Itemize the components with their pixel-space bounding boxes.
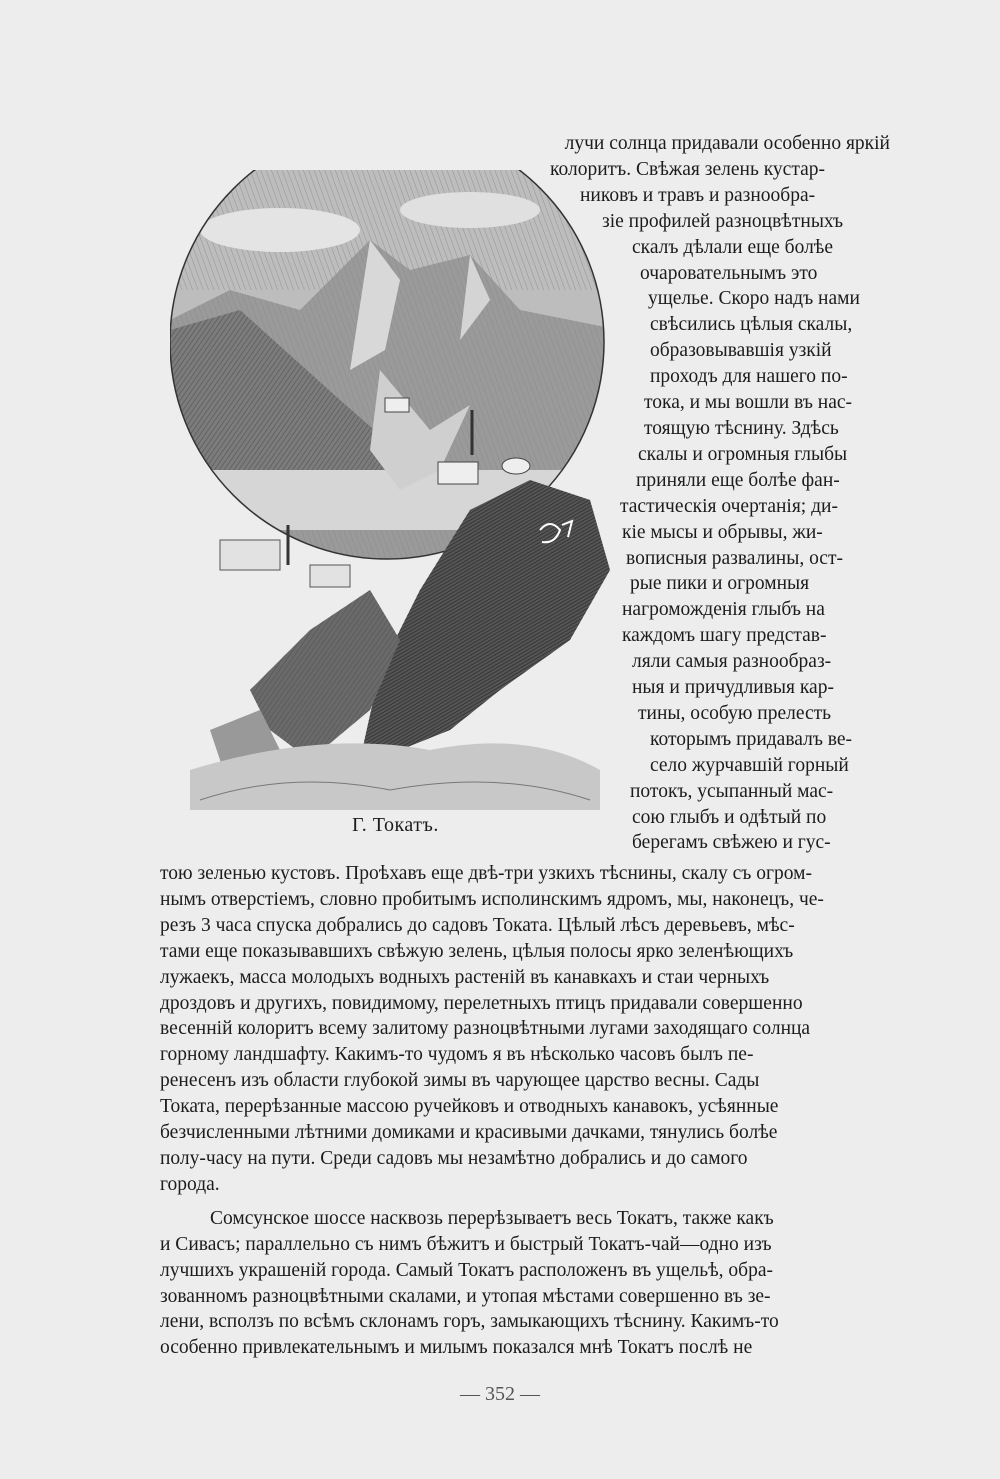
text-line: зованномъ разноцвѣтными скалами, и утопая мѣстами совершенно въ зе- <box>160 1285 771 1307</box>
text-line: скалы и огромныя глыбы <box>638 443 848 465</box>
text-line: лучшихъ украшеній города. Самый Токатъ расположенъ въ ущельѣ, обра- <box>160 1259 773 1281</box>
text-line: скалъ дѣлали еще болѣе <box>632 236 834 258</box>
text-line: тами еще показывавшихъ свѣжую зелень, цѣлыя полосы ярко зеленѣющихъ <box>160 940 794 962</box>
text-line: тастическія очертанія; ди- <box>620 495 838 517</box>
text-line: лужаекъ, масса молодыхъ водныхъ растеній въ канавкахъ и стаи черныхъ <box>160 966 770 988</box>
text-line: ныя и причудливыя кар- <box>632 677 834 699</box>
text-line: колоритъ. Свѣжая зелень кустар- <box>550 158 825 180</box>
text-line: нымъ отверстіемъ, словно пробитымъ исполинскимъ ядромъ, мы, наконецъ, че- <box>160 888 824 910</box>
text-line: безчисленными лѣтними домиками и красивыми дачками, тянулись болѣе <box>160 1122 778 1144</box>
text-line: города. <box>160 1173 220 1195</box>
text-line: тины, особую прелесть <box>638 702 832 724</box>
text-line: вописныя развалины, ост- <box>626 547 843 569</box>
text-line: потокъ, усыпанный мас- <box>630 780 834 802</box>
text-line: тою зеленью кустовъ. Проѣхавъ еще двѣ-три узкихъ тѣснины, скалу съ огром- <box>160 863 812 884</box>
text-line: никовъ и травъ и разнообра- <box>580 184 816 206</box>
text-line: каждомъ шагу представ- <box>622 625 827 647</box>
text-line: лени, всползъ по всѣмъ склонамъ горъ, замыкающихъ тѣснину. Какимъ-то <box>160 1311 779 1333</box>
page-number: — 352 — <box>460 1383 540 1405</box>
text-line: горному ландшафту. Какимъ-то чудомъ я въ нѣсколько часовъ былъ пе- <box>160 1044 754 1066</box>
text-line: приняли еще болѣе фан- <box>636 469 840 491</box>
text-line: ренесенъ изъ области глубокой зимы въ чарующее царство весны. Сады <box>160 1070 760 1092</box>
text-line: Токата, перерѣзанные массою ручейковъ и отводныхъ канавокъ, усѣянные <box>160 1096 779 1118</box>
text-line: которымъ придавалъ ве- <box>650 728 853 750</box>
text-line: зіе профилей разноцвѣтныхъ <box>602 210 844 232</box>
text-line: рые пики и огромныя <box>630 573 810 595</box>
text-line: ущелье. Скоро надъ нами <box>648 288 860 310</box>
text-line: резъ 3 часа спуска добрались до садовъ Токата. Цѣлый лѣсъ деревьевъ, мѣс- <box>160 914 795 936</box>
text-line: очаровательнымъ это <box>640 262 818 284</box>
illustration-caption: Г. Токатъ. <box>352 814 439 836</box>
text-line: нагроможденія глыбъ на <box>622 599 825 621</box>
text-line: тока, и мы вошли въ нас- <box>644 392 853 414</box>
text-line: тоящую тѣснину. Здѣсь <box>644 417 839 439</box>
text-line: дроздовъ и другихъ, повидимому, перелетныхъ птицъ придавали совершенно <box>160 992 803 1014</box>
text-line: лучи солнца придавали особенно яркій <box>564 133 890 154</box>
main-text <box>160 861 890 1361</box>
text-line: сою глыбъ и одѣтый по <box>632 806 827 828</box>
right-column-text <box>520 131 890 856</box>
text-line: свѣсились цѣлыя скалы, <box>650 314 853 336</box>
text-line: особенно привлекательнымъ и милымъ показался мнѣ Токатъ послѣ не <box>160 1337 753 1359</box>
text-line: кіе мысы и обрывы, жи- <box>622 521 823 543</box>
text-line: и Сивасъ; параллельно съ нимъ бѣжитъ и быстрый Токатъ-чай—одно изъ <box>160 1233 772 1255</box>
text-line: берегамъ свѣжею и гус- <box>632 832 831 854</box>
text-line: полу-часу на пути. Среди садовъ мы незамѣтно добрались и до самого <box>160 1147 748 1169</box>
text-line: весенній колоритъ всему залитому разноцвѣтными лугами заходящаго солнца <box>160 1018 811 1040</box>
text-line: Сомсунское шоссе насквозь перерѣзываетъ весь Токатъ, также какъ <box>210 1207 774 1229</box>
text-line: образовывавшія узкій <box>650 340 832 362</box>
text-line: ляли самыя разнообраз- <box>632 651 832 673</box>
text-line: проходъ для нашего по- <box>650 366 848 388</box>
text-line: село журчавшій горный <box>650 754 849 776</box>
